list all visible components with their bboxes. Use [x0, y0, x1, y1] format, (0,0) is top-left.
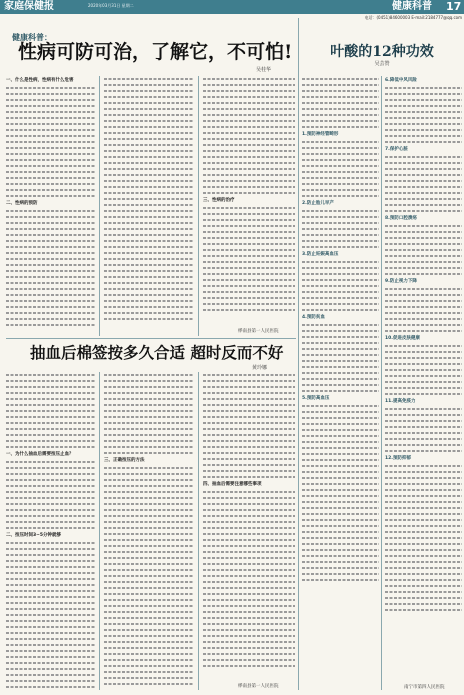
article-column	[203, 372, 295, 690]
article-subhead: 9.防止视力下降	[385, 279, 417, 284]
body-text-line	[203, 663, 295, 669]
article-subhead: 2.防止胎儿早产	[302, 201, 334, 206]
body-text-line	[6, 322, 96, 328]
body-text-line	[104, 450, 194, 456]
article-subhead: 10.促进皮肤健康	[385, 336, 420, 341]
article-kicker: 健康科普：	[12, 33, 52, 42]
section-name: 健康科普	[392, 1, 432, 12]
body-text-line	[302, 388, 379, 394]
body-text-line	[6, 444, 96, 450]
article-subhead: 三、正确按压的方法	[104, 458, 145, 463]
article-subhead: 二、性病的预防	[6, 201, 38, 206]
article-column	[6, 372, 96, 690]
body-text-line	[385, 139, 462, 145]
masthead	[0, 0, 464, 14]
article-subhead: 一、什么是性病，性病有什么危害	[6, 78, 74, 83]
article-headline: 叶酸的12种功效	[330, 44, 434, 60]
body-text-line	[104, 316, 194, 322]
body-text-line	[302, 577, 379, 583]
body-text-line	[6, 684, 96, 690]
body-text-line	[6, 525, 96, 531]
column-divider	[198, 372, 199, 690]
section-rule	[6, 338, 296, 339]
body-text-line	[385, 328, 462, 334]
article-subhead: 一、为什么抽血后需要按压止血？	[6, 452, 74, 457]
article-subhead: 8.预防口腔溃疡	[385, 216, 417, 221]
article-credit: 桦南县第一人民医院	[238, 684, 279, 689]
article-column	[385, 76, 462, 686]
article-subhead: 三、性病的治疗	[203, 198, 235, 203]
body-text-line	[302, 244, 379, 250]
body-text-line	[385, 391, 462, 397]
page-number: 17	[446, 0, 462, 13]
article-column	[302, 76, 379, 686]
body-text-line	[203, 307, 295, 313]
body-text-line	[302, 193, 379, 199]
article-byline: 黄玲娜	[252, 365, 268, 371]
contact-line: 电话：(0451)84600003 E-mail:2184777@qq.com	[364, 15, 462, 20]
column-divider	[198, 76, 199, 336]
article-subhead: 6.降低中风风险	[385, 78, 417, 83]
article-headline: 抽血后棉签按多久合适 超时反而不好	[30, 343, 284, 362]
article-subhead: 四、抽血后需要注意哪些事项	[203, 482, 262, 487]
body-text-line	[6, 193, 96, 199]
article-column	[104, 76, 194, 334]
article-subhead: 4.预防贫血	[302, 315, 325, 320]
issue-date: 2020年03月31日 星期二	[88, 3, 134, 8]
article-byline: 吴芸赞	[374, 61, 390, 67]
paper-name: 家庭保健报	[4, 1, 54, 12]
article-credit: 南宁市第四人民医院	[404, 685, 445, 690]
column-divider	[381, 76, 382, 690]
article-subhead: 二、按压时间3~5分钟就够	[6, 533, 62, 538]
body-text-line	[104, 681, 194, 687]
body-text-line	[302, 307, 379, 313]
article-column	[203, 76, 295, 334]
body-text-line	[203, 190, 295, 196]
body-text-line	[302, 124, 379, 130]
body-text-line	[385, 271, 462, 277]
column-divider	[99, 76, 100, 336]
article-byline: 吴桂华	[256, 67, 272, 73]
article-column	[6, 76, 96, 334]
body-text-line	[385, 208, 462, 214]
article-credit: 桦南县第一人民医院	[238, 329, 279, 334]
body-text-line	[203, 474, 295, 480]
article-subhead: 7.保护心脏	[385, 147, 408, 152]
article-subhead: 5.预防高血压	[302, 396, 330, 401]
article-subhead: 12.预防抑郁	[385, 456, 411, 461]
article-column	[104, 372, 194, 690]
body-text-line	[385, 607, 462, 613]
body-text-line	[385, 448, 462, 454]
column-divider	[298, 18, 299, 690]
article-subhead: 3.防止妊娠高血压	[302, 252, 339, 257]
article-headline: 性病可防可治，了解它，不可怕!	[18, 41, 293, 63]
column-divider	[99, 372, 100, 690]
article-subhead: 1.预防神经管畸形	[302, 132, 339, 137]
article-subhead: 11.提高免疫力	[385, 399, 416, 404]
